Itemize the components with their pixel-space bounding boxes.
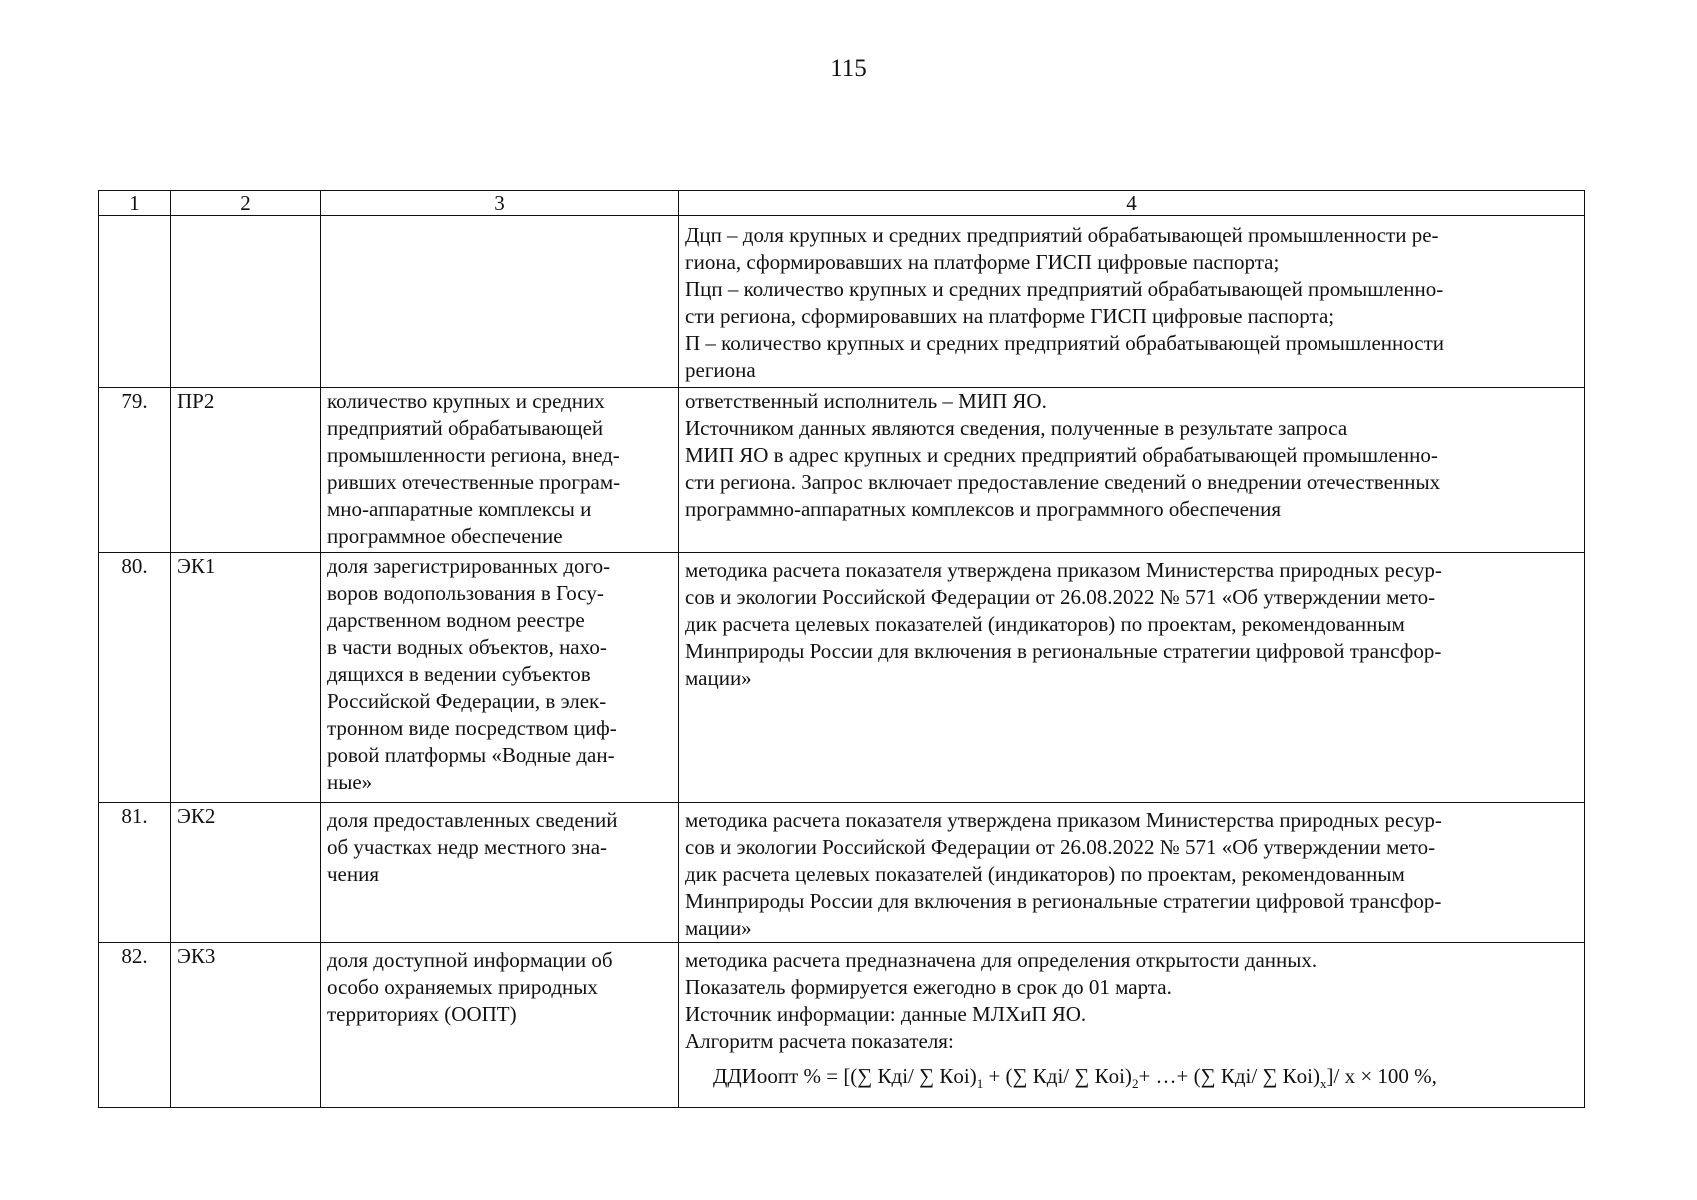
name-line: об участках недр местного зна- <box>327 835 608 859</box>
name-line: предприятий обрабатывающей <box>327 416 604 440</box>
name-line: количество крупных и средних <box>327 389 605 413</box>
formula-subscript: 1 <box>976 1076 984 1092</box>
row-code-cell: ЭК1 <box>171 553 321 803</box>
row-name-cell <box>321 553 679 803</box>
row-number-cell: 81. <box>99 803 171 943</box>
row-code-cell: ЭК2 <box>171 803 321 943</box>
table-row-80 <box>99 553 1585 803</box>
indicator-table <box>98 190 1585 1108</box>
description-line: методика расчета показателя утверждена приказом Министерства природных ресур- <box>685 808 1442 832</box>
header-cell-1: 1 <box>99 191 171 216</box>
name-line: программное обеспечение <box>327 524 563 548</box>
name-line: мно-аппаратные комплексы и <box>327 497 592 521</box>
row-name-cell <box>321 803 679 943</box>
row-number-cell <box>99 216 171 388</box>
description-line: методика расчета показателя утверждена приказом Министерства природных ресур- <box>685 558 1442 582</box>
name-line: особо охраняемых природных <box>327 975 598 999</box>
description-line: Алгоритм расчета показателя: <box>685 1029 954 1053</box>
header-cell-3: 3 <box>321 191 679 216</box>
name-line: воров водопользования в Госу- <box>327 581 604 605</box>
header-cell-2: 2 <box>171 191 321 216</box>
description-line: мации» <box>685 666 752 690</box>
description-line: сов и экологии Российской Федерации от 26.08.2022 № 571 «Об утверждении мето- <box>685 835 1436 859</box>
description-line: Пцп – количество крупных и средних предприятий обрабатывающей промышленно- <box>685 277 1444 301</box>
row-description-cell <box>679 803 1585 943</box>
formula-subscript: x <box>1320 1076 1327 1092</box>
formula-part: + …+ (∑ Кдi/ ∑ Кoi) <box>1138 1064 1321 1088</box>
formula-part: ДДИоопт % = [(∑ Кдi/ ∑ Кoi) <box>713 1064 977 1088</box>
row-number-cell: 80. <box>99 553 171 803</box>
row-code-cell: ЭК3 <box>171 943 321 1108</box>
description-line: Показатель формируется ежегодно в срок до 01 марта. <box>685 975 1172 999</box>
table-row-continuation <box>99 216 1585 388</box>
description-line: сов и экологии Российской Федерации от 26.08.2022 № 571 «Об утверждении мето- <box>685 585 1436 609</box>
name-line: чения <box>327 862 380 886</box>
description-line: МИП ЯО в адрес крупных и средних предприятий обрабатывающей промышленно- <box>685 443 1438 467</box>
description-line: дик расчета целевых показателей (индикаторов) по проектам, рекомендованным <box>685 612 1405 636</box>
description-line: Минприроды России для включения в региональные стратегии цифровой трансфор- <box>685 889 1442 913</box>
page-number: 115 <box>830 55 867 82</box>
row-name-cell <box>321 216 679 388</box>
row-description-cell <box>679 943 1585 1108</box>
description-line: Минприроды России для включения в региональные стратегии цифровой трансфор- <box>685 639 1442 663</box>
description-line: сти региона, сформировавших на платформе ГИСП цифровые паспорта; <box>685 304 1335 328</box>
name-line: ные» <box>327 770 373 794</box>
row-description-cell <box>679 553 1585 803</box>
formula-subscript: 2 <box>1131 1076 1139 1092</box>
name-line: доля предоставленных сведений <box>327 808 618 832</box>
description-line: Дцп – доля крупных и средних предприятий обрабатывающей промышленности ре- <box>685 223 1439 247</box>
row-number-cell: 79. <box>99 388 171 553</box>
description-line: программно-аппаратных комплексов и программного обеспечения <box>685 497 1282 521</box>
name-line: дарственном водном реестре <box>327 608 585 632</box>
name-line: территориях (ООПТ) <box>327 1002 517 1026</box>
description-line: П – количество крупных и средних предприятий обрабатывающей промышленности <box>685 331 1445 355</box>
table-row-82 <box>99 943 1585 1108</box>
row-description-cell <box>679 216 1585 388</box>
table-row-79 <box>99 388 1585 553</box>
name-line: доля доступной информации об <box>327 948 613 972</box>
row-code-cell <box>171 216 321 388</box>
name-line: ровой платформы «Водные дан- <box>327 743 615 767</box>
description-line: Источник информации: данные МЛХиП ЯО. <box>685 1002 1087 1026</box>
row-description-cell <box>679 388 1585 553</box>
description-line: методика расчета предназначена для определения открытости данных. <box>685 948 1318 972</box>
formula-part: ]/ x × 100 %, <box>1326 1064 1437 1088</box>
description-line: ответственный исполнитель – МИП ЯО. <box>685 389 1047 413</box>
description-line: мации» <box>685 916 752 940</box>
row-code-cell: ПР2 <box>171 388 321 553</box>
name-line: Российской Федерации, в элек- <box>327 689 607 713</box>
name-line: в части водных объектов, нахо- <box>327 635 607 659</box>
description-line: сти региона. Запрос включает предоставление сведений о внедрении отечественных <box>685 470 1441 494</box>
name-line: дящихся в ведении субъектов <box>327 662 591 686</box>
calculation-formula <box>685 1063 1578 1097</box>
name-line: ривших отечественные програм- <box>327 470 621 494</box>
row-name-cell <box>321 388 679 553</box>
table-row-81 <box>99 803 1585 943</box>
description-line: гиона, сформировавших на платформе ГИСП цифровые паспорта; <box>685 250 1280 274</box>
name-line: доля зарегистрированных дого- <box>327 554 611 578</box>
header-cell-4: 4 <box>679 191 1585 216</box>
formula-part: + (∑ Кдi/ ∑ Кoi) <box>983 1064 1132 1088</box>
description-line: региона <box>685 358 756 382</box>
name-line: промышленности региона, внед- <box>327 443 620 467</box>
row-name-cell <box>321 943 679 1108</box>
table-header-row <box>99 191 1585 216</box>
description-line: дик расчета целевых показателей (индикаторов) по проектам, рекомендованным <box>685 862 1405 886</box>
description-line: Источником данных являются сведения, полученные в результате запроса <box>685 416 1348 440</box>
row-number-cell: 82. <box>99 943 171 1108</box>
name-line: тронном виде посредством циф- <box>327 716 617 740</box>
